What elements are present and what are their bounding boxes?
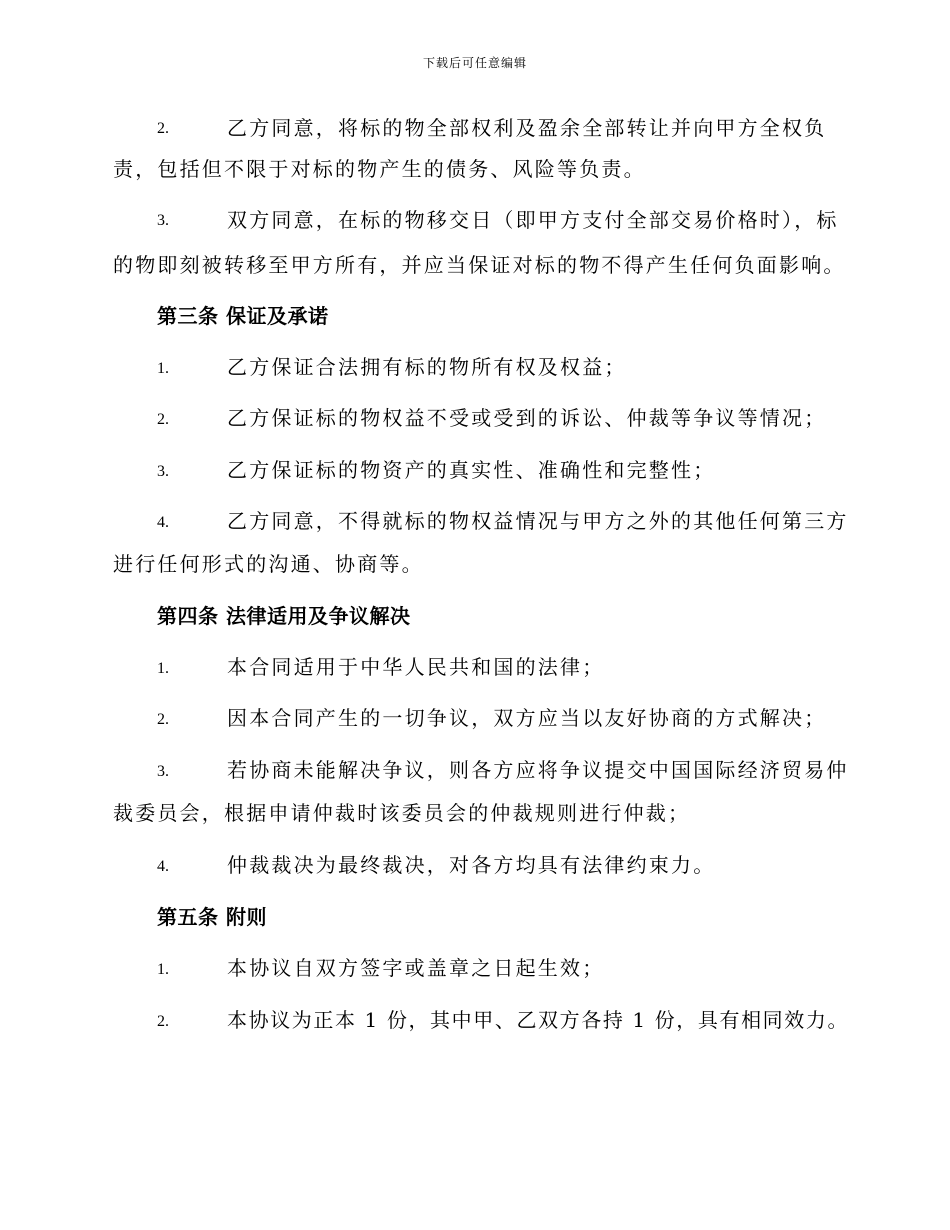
- clause-text-continuation: 责，包括但不限于对标的物产生的债务、风险等负责。: [113, 157, 646, 181]
- clause-number: 1.: [157, 660, 169, 677]
- clause-number: 4.: [157, 514, 169, 531]
- clause-text: 乙方保证标的物权益不受或受到的诉讼、仲裁等争议等情况；: [227, 406, 827, 430]
- clause-text: 本合同适用于中华人民共和国的法律；: [227, 655, 605, 679]
- clause-number: 1.: [157, 961, 169, 978]
- clause-text: 乙方保证合法拥有标的物所有权及权益；: [227, 355, 627, 379]
- clause-number: 2.: [157, 120, 169, 137]
- clause-text: 乙方同意，不得就标的物权益情况与甲方之外的其他任何第三方: [227, 509, 849, 533]
- clause-text-continuation: 的物即刻被转移至甲方所有，并应当保证对标的物不得产生任何负面影响。: [113, 253, 846, 277]
- clause-text: 本协议自双方签字或盖章之日起生效；: [227, 956, 605, 980]
- clause-text: 因本合同产生的一切争议，双方应当以友好协商的方式解决；: [227, 706, 827, 730]
- clause-text: 乙方同意，将标的物全部权利及盈余全部转让并向甲方全权负: [227, 116, 827, 140]
- clause-number: 1.: [157, 360, 169, 377]
- clause-text-continuation: 进行任何形式的沟通、协商等。: [113, 552, 424, 576]
- article-heading: 第五条 附则: [157, 905, 267, 929]
- clause-text: 本协议为正本 1 份，其中甲、乙双方各持 1 份，具有相同效力。: [227, 1008, 850, 1032]
- clause-text: 乙方保证标的物资产的真实性、准确性和完整性；: [227, 458, 716, 482]
- page-header: 下载后可任意编辑: [422, 56, 527, 70]
- clause-number: 2.: [157, 411, 169, 428]
- clause-number: 3.: [157, 212, 169, 229]
- clause-text: 仲裁裁决为最终裁决，对各方均具有法律约束力。: [227, 853, 716, 877]
- article-heading: 第三条 保证及承诺: [157, 304, 329, 328]
- clause-text-continuation: 裁委员会，根据申请仲裁时该委员会的仲裁规则进行仲裁；: [113, 801, 691, 825]
- article-heading: 第四条 法律适用及争议解决: [157, 604, 411, 628]
- clause-number: 3.: [157, 763, 169, 780]
- clause-text: 若协商未能解决争议，则各方应将争议提交中国国际经济贸易仲: [227, 758, 849, 782]
- clause-number: 2.: [157, 1013, 169, 1030]
- clause-number: 3.: [157, 463, 169, 480]
- clause-number: 4.: [157, 858, 169, 875]
- clause-text: 双方同意，在标的物移交日（即甲方支付全部交易价格时），标: [227, 208, 839, 232]
- clause-number: 2.: [157, 711, 169, 728]
